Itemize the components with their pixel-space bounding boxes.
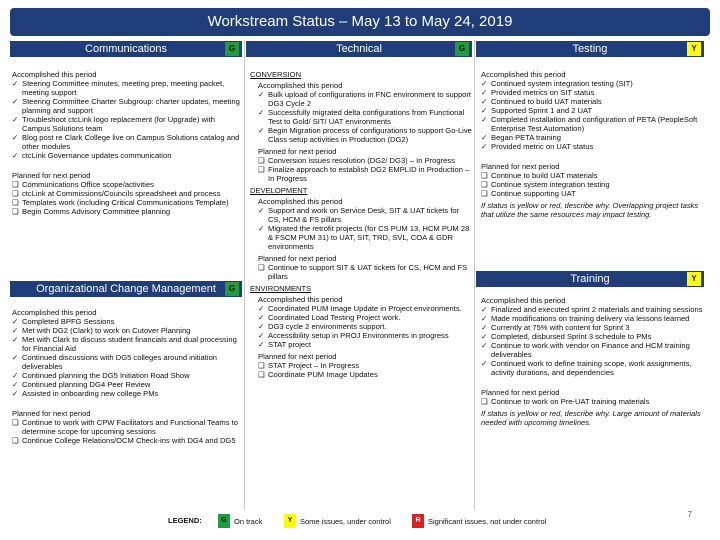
list-item: ✓ Assisted in onboarding new college PMs	[12, 389, 159, 398]
check-icon: ✓	[481, 142, 488, 151]
list-item: ❑ Continue College Relations/OCM Check-ins with DG4 and DG5	[12, 436, 236, 445]
training-planned-list	[481, 397, 703, 406]
checkbox-icon: ❑	[12, 436, 19, 445]
communications-content	[12, 70, 240, 216]
training-planned-label: Planned for next period	[481, 388, 560, 397]
ocm-content	[12, 308, 240, 445]
checkbox-icon: ❑	[12, 198, 19, 207]
check-icon: ✓	[12, 317, 19, 326]
check-icon: ✓	[481, 115, 488, 124]
communications-accomplished-list	[12, 79, 240, 160]
list-item: ✓ STAT project	[258, 340, 312, 349]
testing-status-note: If status is yellow or red, describe why. Overlapping project tasks that utilize the same resources may impact testing.	[481, 201, 699, 219]
ocm-accomplished-list	[12, 317, 240, 398]
testing-header-label: Testing	[572, 43, 608, 55]
list-item: ❑ Continue to work with CPW Facilitators and Functional Teams to determine scope for upcoming sessions	[12, 418, 238, 436]
list-item: ✓ Troubleshoot ctcLink logo replacement (for Upgrade) with Campus Solutions team	[12, 115, 216, 133]
conversion-planned-list	[258, 156, 472, 183]
development-planned-list	[258, 263, 472, 281]
column-divider-right	[474, 40, 475, 510]
check-icon: ✓	[12, 371, 19, 380]
list-item: ✓ Continued to build UAT materials	[481, 97, 602, 106]
list-item: ❑ Templates work (including Critical Communications Template)	[12, 198, 229, 207]
list-item: ✓ Completed BPFG Sessions	[12, 317, 115, 326]
check-icon: ✓	[12, 151, 19, 160]
list-item: ✓ ctcLink Governance updates communication	[12, 151, 172, 160]
environments-section-title: ENVIRONMENTS	[250, 284, 312, 293]
check-icon: ✓	[481, 323, 488, 332]
check-icon: ✓	[258, 206, 265, 215]
legend-text-yellow: Some issues, under control	[300, 517, 391, 526]
training-header	[476, 271, 704, 287]
checkbox-icon: ❑	[258, 361, 265, 370]
list-item: ✓ Completed, disbursed Sprint 3 schedule to PMs	[481, 332, 652, 341]
check-icon: ✓	[12, 326, 19, 335]
checkbox-icon: ❑	[258, 370, 265, 379]
ocm-status-badge: G	[225, 282, 239, 296]
ocm-header	[10, 281, 242, 297]
training-accomplished-list	[481, 305, 703, 377]
check-icon: ✓	[12, 380, 19, 389]
testing-content	[481, 70, 703, 219]
checkbox-icon: ❑	[12, 180, 19, 189]
checkbox-icon: ❑	[258, 165, 265, 174]
list-item: ✓ Began PETA training	[481, 133, 561, 142]
checkbox-icon: ❑	[258, 263, 265, 272]
check-icon: ✓	[258, 313, 265, 322]
legend-swatch-green: G	[218, 514, 230, 528]
check-icon: ✓	[481, 97, 488, 106]
list-item: ❑ Begin Comms Advisory Committee planning	[12, 207, 171, 216]
check-icon: ✓	[12, 115, 19, 124]
checkbox-icon: ❑	[481, 180, 488, 189]
list-item: ✓ Currently at 75% with content for Sprint 3	[481, 323, 630, 332]
list-item: ✓ Successfully migrated delta configurations from Functional Test to Gold/ SIT/ UAT environments	[258, 108, 465, 126]
list-item: ❑ Continue to work on Pre-UAT training materials	[481, 397, 650, 406]
development-planned-label: Planned for next period	[258, 254, 337, 263]
page-number: 7	[687, 510, 692, 519]
check-icon: ✓	[481, 305, 488, 314]
legend-swatch-red: R	[412, 514, 424, 528]
training-accomplished-label: Accomplished this period	[481, 296, 566, 305]
communications-header-label: Communications	[85, 43, 167, 55]
technical-header-label: Technical	[336, 43, 382, 55]
list-item: ✓ Support and work on Service Desk, SIT & UAT tickets for CS, HCM & FS pillars	[258, 206, 460, 224]
list-item: ✓ Coordinated Load Testing Project work.	[258, 313, 401, 322]
list-item: ❑ Continue to build UAT materials	[481, 171, 598, 180]
check-icon: ✓	[481, 341, 488, 350]
conversion-planned-label: Planned for next period	[258, 147, 337, 156]
list-item: ✓ Accessibility setup in PROJ Environments in progress	[258, 331, 449, 340]
environments-accomplished-list	[258, 304, 472, 349]
technical-status-badge: G	[455, 42, 469, 56]
check-icon: ✓	[258, 331, 265, 340]
list-item: ✓ Steering Committee Charter Subgroup: charter updates, meeting planning and support	[12, 97, 240, 115]
column-divider-left	[244, 40, 245, 510]
list-item: ✓ Migrated the retrofit projects (for CS PUM 13, HCM PUM 28 & FSCM PUM 31) to UAT, SIT, TRD, SVL, COA & GDR environments	[258, 224, 470, 251]
development-section-title: DEVELOPMENT	[250, 186, 308, 195]
checkbox-icon: ❑	[12, 418, 19, 427]
list-item: ✓ Continued planning the DG5 Initiation Road Show	[12, 371, 190, 380]
check-icon: ✓	[481, 106, 488, 115]
legend-swatch-yellow: Y	[284, 514, 296, 528]
development-accomplished-label: Accomplished this period	[258, 197, 343, 206]
check-icon: ✓	[12, 389, 19, 398]
list-item: ❑ Continue to support SIT & UAT tickets for CS, HCM and FS pillars	[258, 263, 468, 281]
list-item: ❑ Communications Office scope/activities	[12, 180, 154, 189]
list-item: ✓ Coordinated PUM Image Update in Project environments.	[258, 304, 462, 313]
check-icon: ✓	[12, 133, 19, 142]
list-item: ❑ Continue system integration testing	[481, 180, 610, 189]
testing-accomplished-list	[481, 79, 703, 151]
check-icon: ✓	[258, 340, 265, 349]
communications-accomplished-label: Accomplished this period	[12, 70, 97, 79]
ocm-header-label: Organizational Change Management	[36, 283, 216, 295]
list-item: ❑ Coordinate PUM Image Updates	[258, 370, 378, 379]
check-icon: ✓	[481, 314, 488, 323]
list-item: ❑ STAT Project – In Progress	[258, 361, 360, 370]
list-item: ✓ Continue to work with vendor on Finance and HCM training deliverables	[481, 341, 690, 359]
check-icon: ✓	[481, 359, 488, 368]
check-icon: ✓	[481, 133, 488, 142]
environments-planned-list	[258, 361, 472, 379]
legend-text-red: Significant issues, not under control	[428, 517, 547, 526]
ocm-planned-label: Planned for next period	[12, 409, 91, 418]
list-item: ❑ ctcLink at Commissions/Councils spreadsheet and process	[12, 189, 221, 198]
list-item: ✓ Begin Migration process of configurations to support Go-Live Class setup activities in Production (DG2)	[258, 126, 472, 144]
list-item: ✓ Completed installation and configuration of PETA (PeopleSoft Enterprise Test Automation)	[481, 115, 698, 133]
list-item: ✓ Continued system integration testing (SIT)	[481, 79, 633, 88]
list-item: ✓ Continued planning DG4 Peer Review	[12, 380, 151, 389]
list-item: ✓ Provided metric on UAT status	[481, 142, 594, 151]
check-icon: ✓	[12, 97, 19, 106]
check-icon: ✓	[12, 79, 19, 88]
list-item: ✓ Bulk upload of configurations in FNC environment to support DG3 Cycle 2	[258, 90, 472, 108]
check-icon: ✓	[258, 224, 265, 233]
list-item: ❑ Continue supporting UAT	[481, 189, 576, 198]
testing-status-badge: Y	[687, 42, 701, 56]
check-icon: ✓	[12, 335, 19, 344]
training-header-label: Training	[570, 273, 610, 285]
list-item: ✓ Supported Sprint 1 and 2 UAT	[481, 106, 593, 115]
list-item: ✓ Provided metrics on SIT status	[481, 88, 595, 97]
list-item: ✓ Met with Clark to discuss student financials and dual processing for Financial Aid	[12, 335, 237, 353]
communications-planned-label: Planned for next period	[12, 171, 91, 180]
training-content	[481, 296, 703, 427]
training-status-badge: Y	[687, 272, 701, 286]
checkbox-icon: ❑	[481, 189, 488, 198]
environments-planned-label: Planned for next period	[258, 352, 337, 361]
page-title: Workstream Status – May 13 to May 24, 2019	[10, 8, 710, 36]
technical-header	[246, 41, 472, 57]
check-icon: ✓	[258, 108, 265, 117]
list-item: ✓ Steering Committee minutes, meeting prep, meeting packet, meeting support	[12, 79, 225, 97]
ocm-accomplished-label: Accomplished this period	[12, 308, 97, 317]
communications-status-badge: G	[225, 42, 239, 56]
check-icon: ✓	[12, 353, 19, 362]
check-icon: ✓	[258, 304, 265, 313]
list-item: ✓ Continued work to define training scope, work assignments, activity durations, and dependencies	[481, 359, 692, 377]
checkbox-icon: ❑	[12, 189, 19, 198]
environments-accomplished-label: Accomplished this period	[258, 295, 343, 304]
list-item: ✓ Met with DG2 (Clark) to work on Cutover Planning	[12, 326, 191, 335]
check-icon: ✓	[481, 79, 488, 88]
list-item: ✓ Finalized and executed sprint 2 materials and training sessions	[481, 305, 703, 314]
training-status-note: If status is yellow or red, describe why. Large amount of materials needed with upcoming timelines.	[481, 409, 701, 427]
communications-planned-list	[12, 180, 240, 216]
development-accomplished-list	[258, 206, 472, 251]
ocm-planned-list	[12, 418, 240, 445]
technical-content	[250, 70, 472, 379]
check-icon: ✓	[481, 332, 488, 341]
checkbox-icon: ❑	[481, 171, 488, 180]
testing-planned-label: Planned for next period	[481, 162, 560, 171]
legend-text-green: On track	[234, 517, 263, 526]
checkbox-icon: ❑	[481, 397, 488, 406]
testing-header	[476, 41, 704, 57]
check-icon: ✓	[258, 322, 265, 331]
check-icon: ✓	[258, 90, 265, 99]
conversion-section-title: CONVERSION	[250, 70, 302, 79]
check-icon: ✓	[258, 126, 265, 135]
list-item: ✓ DG3 cycle 2 environments support.	[258, 322, 387, 331]
conversion-accomplished-label: Accomplished this period	[258, 81, 343, 90]
communications-header	[10, 41, 242, 57]
checkbox-icon: ❑	[258, 156, 265, 165]
list-item: ❑ Conversion issues resolution (DG2/ DG3) – In Progress	[258, 156, 455, 165]
list-item: ✓ Continued discussions with DG5 colleges around initiation deliverables	[12, 353, 218, 371]
testing-accomplished-label: Accomplished this period	[481, 70, 566, 79]
testing-planned-list	[481, 171, 703, 198]
checkbox-icon: ❑	[12, 207, 19, 216]
list-item: ✓ Made modifications on training delivery via lessons learned	[481, 314, 690, 323]
legend-label: LEGEND:	[168, 516, 202, 525]
list-item: ✓ Blog post re Clark College live on Campus Solutions catalog and other modules	[12, 133, 240, 151]
conversion-accomplished-list	[258, 90, 472, 144]
check-icon: ✓	[481, 88, 488, 97]
list-item: ❑ Finalize approach to establish DG2 EMPLID in Production – In Progress	[258, 165, 470, 183]
